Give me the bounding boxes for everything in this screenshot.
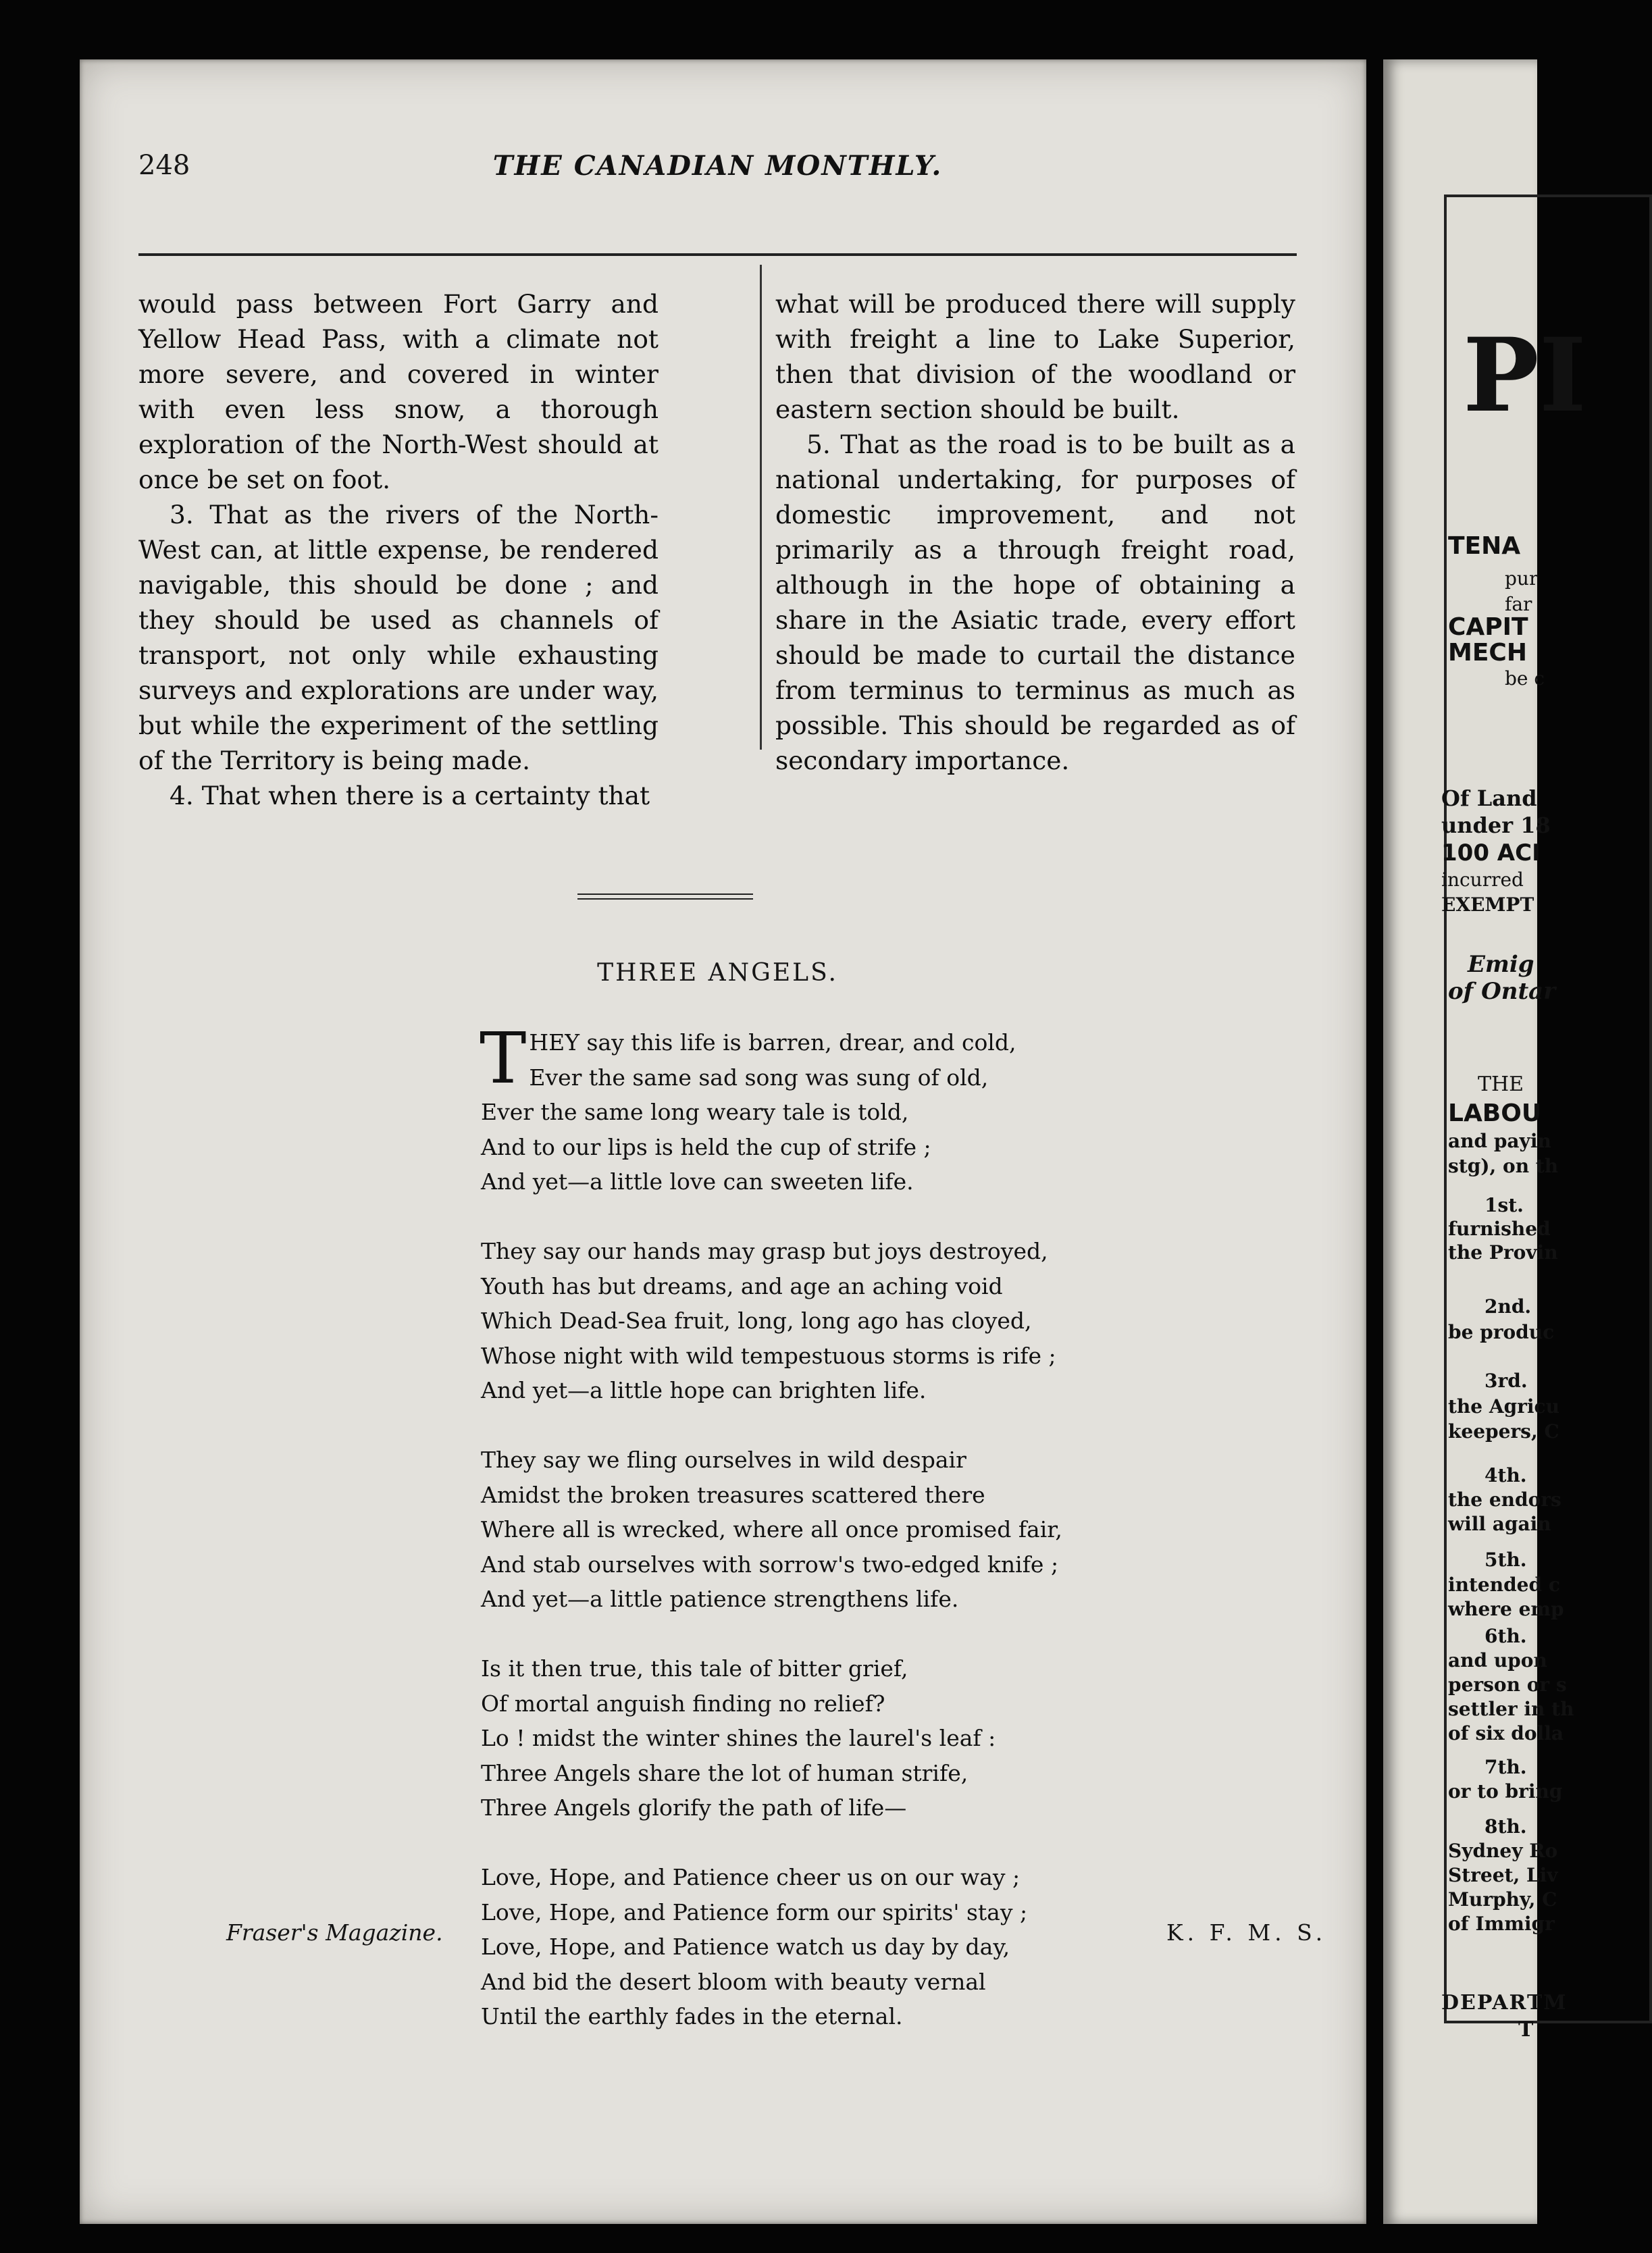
poem-line: Which Dead-Sea fruit, long, long ago has cloyed, <box>481 1307 1032 1334</box>
header-rule <box>138 253 1297 256</box>
poem-line: Love, Hope, and Patience watch us day by day, <box>481 1934 1010 1960</box>
stanza-4 <box>481 1651 1258 1825</box>
paragraph: would pass between Fort Garry and Yellow Head Pass, with a climate not more severe, and covered in winter with even less snow, a thorough exploration of the North-West should at once be set on foot. <box>138 289 659 494</box>
stanza-1 <box>480 1017 1258 1199</box>
poem-line: Youth has but dreams, and age an aching void <box>481 1272 1003 1299</box>
adjacent-line: be c <box>1505 667 1545 690</box>
adjacent-line: where emp <box>1448 1598 1564 1620</box>
adjacent-line: 6th. <box>1485 1625 1527 1647</box>
adjacent-line: Sydney Ro <box>1448 1840 1558 1862</box>
poem-line: Until the earthly fades in the eternal. <box>481 2003 903 2029</box>
poem-title: THREE ANGELS. <box>597 959 838 987</box>
adjacent-line: 1st. <box>1485 1194 1524 1216</box>
drop-cap: T <box>480 1017 527 1099</box>
adjacent-line: TENA <box>1448 532 1521 560</box>
adjacent-line: keepers, C <box>1448 1420 1559 1443</box>
adjacent-line: Murphy, C <box>1448 1888 1557 1911</box>
poem-line: And to our lips is held the cup of strife ; <box>481 1133 931 1160</box>
stanza-2 <box>481 1234 1258 1408</box>
author-initials: K. F. M. S. <box>1166 1919 1327 1946</box>
poem-line: Three Angels glorify the path of life— <box>481 1794 907 1821</box>
adjacent-line: of six dolla <box>1448 1722 1564 1744</box>
adjacent-line: far <box>1505 593 1532 615</box>
right-column <box>775 286 1295 778</box>
adjacent-line: the Agricu <box>1448 1395 1559 1418</box>
adjacent-line: 100 ACI <box>1441 839 1541 866</box>
adjacent-line: 2nd. <box>1485 1295 1532 1318</box>
source-attribution: Fraser's Magazine. <box>226 1919 443 1946</box>
adjacent-line: person or s <box>1448 1674 1567 1696</box>
poem-line: And bid the desert bloom with beauty vernal <box>481 1968 986 1995</box>
left-column <box>138 286 659 813</box>
poem-line: Ever the same long weary tale is told, <box>481 1099 909 1125</box>
poem-line: Love, Hope, and Patience form our spirits' stay ; <box>481 1898 1028 1925</box>
column-divider <box>760 265 762 750</box>
page-header <box>138 150 1297 199</box>
adjacent-line: 7th. <box>1485 1756 1527 1778</box>
adjacent-line: 4th. <box>1485 1464 1527 1486</box>
paragraph: what will be produced there will supply with freight a line to Lake Superior, then that division of the woodland or eastern section should be built. <box>775 289 1295 424</box>
poem-body <box>480 1017 1258 2069</box>
poem-line: Three Angels share the lot of human strife, <box>481 1759 969 1786</box>
adjacent-line: will again <box>1448 1513 1551 1535</box>
adjacent-line: Street, Liv <box>1448 1864 1558 1886</box>
adjacent-line: EXEMPT <box>1441 894 1534 916</box>
adjacent-line: the endors <box>1448 1488 1561 1511</box>
poem-line: Where all is wrecked, where all once promised fair, <box>481 1516 1062 1543</box>
poem-line: And stab ourselves with sorrow's two-edged knife ; <box>481 1551 1059 1578</box>
poem-line: Whose night with wild tempestuous storms is rife ; <box>481 1342 1056 1369</box>
poem-line: They say our hands may grasp but joys destroyed, <box>481 1238 1048 1264</box>
adjacent-line: of Ontar <box>1448 978 1556 1005</box>
adjacent-line: 8th. <box>1485 1815 1527 1838</box>
adjacent-line: and upon <box>1448 1649 1547 1672</box>
poem-line: And yet—a little patience strengthens life. <box>481 1586 959 1612</box>
adjacent-line: stg), on th <box>1448 1155 1559 1177</box>
running-title: THE CANADIAN MONTHLY. <box>492 150 943 182</box>
poem-line: Amidst the broken treasures scattered there <box>481 1481 985 1508</box>
poem-line: Is it then true, this tale of bitter grief, <box>481 1655 908 1682</box>
adjacent-line: be produc <box>1448 1321 1555 1343</box>
adjacent-line: LABOU <box>1448 1099 1542 1127</box>
adjacent-line: 3rd. <box>1485 1370 1528 1392</box>
poem-line: And yet—a little love can sweeten life. <box>481 1168 914 1195</box>
adjacent-line: Of Land <box>1441 785 1537 811</box>
poem-line: Love, Hope, and Patience cheer us on our way ; <box>481 1864 1021 1890</box>
adjacent-line: 5th. <box>1485 1549 1527 1571</box>
adjacent-line: intended c <box>1448 1574 1560 1596</box>
adjacent-line: Emig <box>1468 951 1534 978</box>
paragraph: 4. That when there is a certainty that <box>170 781 650 810</box>
adjacent-line: MECH <box>1448 639 1527 667</box>
section-rule <box>577 894 753 900</box>
adjacent-line: PI <box>1463 316 1586 435</box>
adjacent-line: or to bring <box>1448 1780 1563 1803</box>
stanza-5 <box>481 1860 1258 2034</box>
adjacent-line: and payin <box>1448 1130 1551 1152</box>
adjacent-line: THE <box>1478 1072 1524 1096</box>
adjacent-line: of Immigr <box>1448 1913 1555 1935</box>
poem-line: HEY say this life is barren, drear, and cold, <box>529 1029 1016 1056</box>
poem-line: Lo ! midst the winter shines the laurel's leaf : <box>481 1725 996 1751</box>
adjacent-line: T <box>1518 2018 1534 2042</box>
stanza-3 <box>481 1443 1258 1617</box>
poem-line: And yet—a little hope can brighten life. <box>481 1377 927 1403</box>
adjacent-line: the Provin <box>1448 1241 1558 1264</box>
adjacent-page <box>1383 59 1586 2224</box>
poem-line: Ever the same sad song was sung of old, <box>529 1064 989 1091</box>
poem-line: They say we fling ourselves in wild despair <box>481 1447 966 1473</box>
adjacent-line: settler in th <box>1448 1698 1574 1720</box>
paragraph: 5. That as the road is to be built as a national undertaking, for purposes of domestic improvement, and not primarily as a through freight road, although in the hope of obtaining a share in the Asiatic trade, every effort should be made to curtail the distance from terminus to terminus as much as possible. This should be regarded as of secondary importance. <box>775 430 1295 775</box>
paragraph: 3. That as the rivers of the North-West can, at little expense, be rendered navigable, this should be done ; and they should be used as channels of transport, not only while exhausting surveys and explorations are under way, but while the experiment of the settling of the Territory is being made. <box>138 500 659 775</box>
page-number: 248 <box>138 150 190 181</box>
adjacent-line: pur <box>1505 567 1539 590</box>
adjacent-line: DEPARTM <box>1441 1991 1568 2015</box>
adjacent-line: incurred <box>1441 869 1524 891</box>
adjacent-line: CAPIT <box>1448 613 1528 641</box>
adjacent-line: furnished <box>1448 1218 1551 1240</box>
poem-line: Of mortal anguish finding no relief? <box>481 1690 885 1717</box>
adjacent-line: under 18 <box>1441 812 1551 838</box>
